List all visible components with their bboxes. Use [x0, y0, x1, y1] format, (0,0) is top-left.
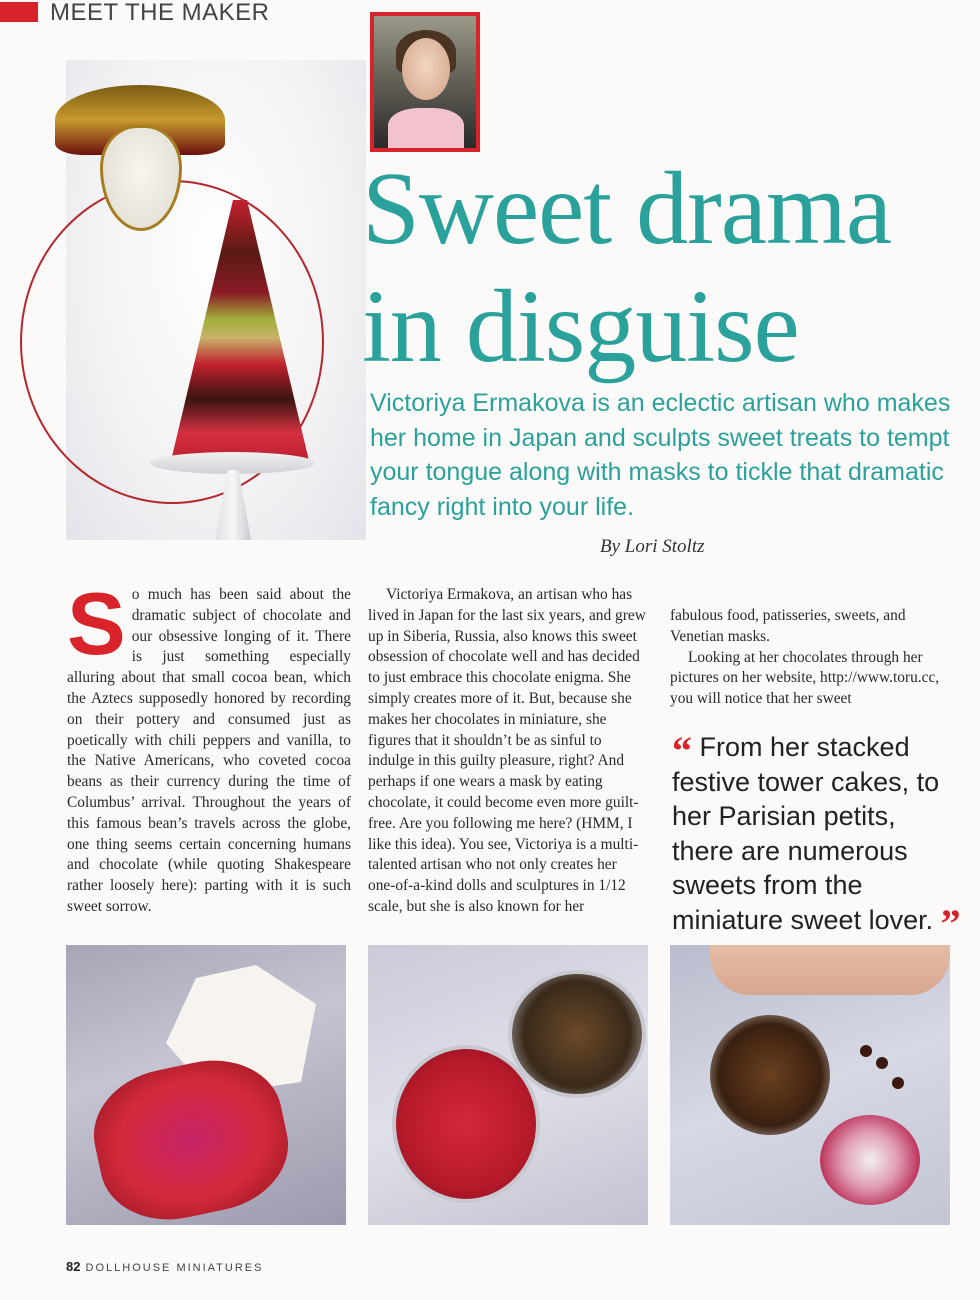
close-quote-icon: ”: [940, 900, 961, 946]
photo-finger-tin: [670, 945, 950, 1225]
byline: By Lori Stoltz: [600, 536, 705, 557]
portrait-face: [402, 38, 450, 100]
magazine-name: DOLLHOUSE MINIATURES: [85, 1262, 264, 1274]
page-number: 82: [66, 1259, 81, 1274]
pullquote: [672, 728, 962, 946]
deck-subtitle: Victoriya Ermakova is an eclectic artisan who makes her home in Japan and sculpts sweet treats to tempt your tongue along with masks to tickle that dramatic fancy right into your life.: [370, 389, 951, 521]
photo-heart-tin: [66, 945, 346, 1225]
section-label: MEET THE MAKER: [50, 0, 270, 26]
headline-line-2: in disguise: [362, 269, 799, 384]
fingertip-shape: [710, 945, 950, 995]
open-quote-icon: “: [672, 728, 692, 773]
column-2-text: Victoriya Ermakova, an artisan who has lived in Japan for the last six years, and grew up in Siberia, Russia, also knows this sweet obsession of chocolate well and has decided to just embrace this chocolate enigma. She simply creates more of it. But, because she makes her chocolates in miniature, she figures that it shouldn’t be as sinful to indulge in this guilty pleasure, right? And perhaps if one wears a mask by eating chocolate, it could become even more guilt-free. Are you following me here? (HMM, I like this idea). You see, Victoriya is a multi-talented artisan who not only creates her one-of-a-kind dolls and sculptures in 1/12 scale, but she is also known for her: [368, 586, 646, 915]
body-column-3: [670, 606, 952, 710]
body-column-2: [368, 585, 646, 918]
mini-chocolate-3: [892, 1077, 904, 1089]
artisan-portrait: [370, 12, 480, 152]
portrait-collar: [388, 108, 464, 152]
dropcap: S: [67, 574, 126, 673]
pullquote-text: From her stacked festive tower cakes, to her Parisian petits, there are numerous sweets from the miniature sweet lover.: [672, 732, 940, 935]
headline-line-1: Sweet drama: [362, 151, 892, 266]
cookie-tin-shape: [710, 1015, 830, 1135]
column-3-paragraph-1: fabulous food, patisseries, sweets, and Venetian masks.: [670, 607, 906, 645]
headline: [362, 150, 972, 386]
column-1-text: o much has been said about the dramatic subject of chocolate and our obsessive longing of it. There is just something especially alluring about that small cocoa bean, which the Aztecs supposedly honored by recording on their pottery and consumed just as poetically with chili peppers and vanilla, to the Native Americans, who coveted cocoa beans as their currency during the time of Columbus’ arrival. Throughout the years of this famous bean’s travels across the globe, one thing seems certain concerning humans and chocolate (while quoting Shakespeare rather loosely here): parting with it is such sweet sorrow.: [67, 586, 351, 915]
page-footer: [66, 1259, 263, 1274]
mini-chocolate-2: [876, 1057, 888, 1069]
photo-lace-tin: [368, 945, 648, 1225]
column-3-paragraph-2: Looking at her chocolates through her pictures on her website, http://www.toru.cc, you will notice that her sweet: [670, 648, 940, 708]
red-lace-lid-shape: [392, 1045, 540, 1203]
heart-lid-shape: [820, 1115, 920, 1205]
mini-chocolate-1: [860, 1045, 872, 1057]
chocolate-assortment-tin-shape: [508, 970, 646, 1098]
body-column-1: [67, 574, 351, 918]
section-accent-bar: [0, 2, 38, 22]
